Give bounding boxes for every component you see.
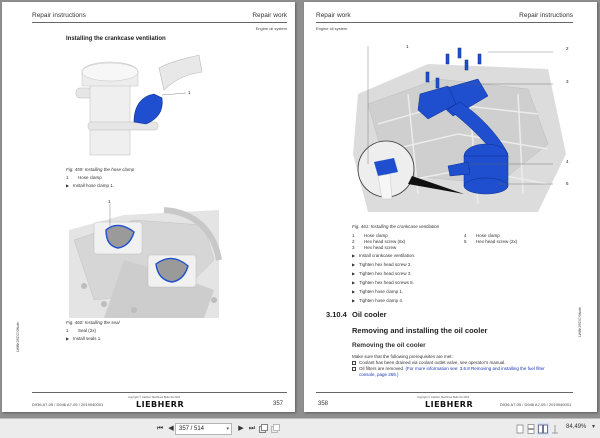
hose-clamp-figure bbox=[64, 50, 204, 160]
scroll-view-icon[interactable] bbox=[551, 424, 559, 434]
footer-divider bbox=[316, 392, 573, 393]
crankcase-ventilation-figure bbox=[348, 34, 568, 212]
instruction-step: ▶ Tighten hex head screw 3. bbox=[352, 271, 412, 276]
two-page-view-icon[interactable] bbox=[537, 423, 549, 435]
section-title: Installing the crankcase ventilation bbox=[66, 36, 166, 42]
legend-item: 5 Hex head screw (2x) bbox=[464, 239, 518, 244]
instruction-step: ▶ Tighten hex head screw 2. bbox=[352, 262, 412, 267]
fit-page-icon[interactable] bbox=[259, 424, 268, 433]
continuous-view-icon[interactable] bbox=[527, 424, 535, 434]
zoom-level[interactable]: 84,49% bbox=[566, 424, 587, 430]
prerequisites-intro: Make sure that the following prerequisites are met: bbox=[352, 354, 453, 359]
document-code: LWBK09Z47/0Note bbox=[16, 322, 20, 352]
subsection-title: Removing and installing the oil cooler bbox=[352, 326, 488, 335]
zoom-dropdown-icon[interactable]: ▾ bbox=[592, 424, 596, 430]
previous-page-button[interactable]: ◀ bbox=[168, 425, 174, 432]
arrow-icon: ▶ bbox=[352, 271, 356, 276]
arrow-icon: ▶ bbox=[352, 298, 356, 303]
footer-divider bbox=[32, 392, 287, 393]
instruction-step: ▶ Install crankcase ventilation. bbox=[352, 253, 416, 258]
arrow-icon: ▶ bbox=[352, 253, 356, 258]
last-page-button[interactable]: ⏭ bbox=[248, 425, 256, 432]
viewer-toolbar bbox=[0, 418, 600, 438]
footer-document-id: D936 A7-05 / D946 A7-05 / 2019040001 bbox=[32, 402, 104, 407]
legend-item: 3 Hex head screw bbox=[352, 245, 397, 250]
legend-item: 2 Hex head screw (6x) bbox=[352, 239, 406, 244]
checkbox-icon bbox=[352, 367, 356, 371]
liebherr-logo: LIEBHERR bbox=[425, 400, 474, 409]
footer-copyright: copyright © Liebherr Machines Bulle SA 2021 bbox=[128, 396, 181, 399]
cross-reference-link[interactable]: console, page 269.) bbox=[359, 372, 399, 377]
figure-caption: Fig. 460: Installing the seal bbox=[66, 320, 120, 325]
chevron-down-icon[interactable]: ▾ bbox=[226, 426, 229, 432]
footer-copyright: copyright © Liebherr Machines Bulle SA 2021 bbox=[417, 396, 470, 399]
page-number: 358 bbox=[318, 401, 329, 407]
callout-1: 1 bbox=[108, 199, 111, 204]
arrow-icon: ▶ bbox=[352, 280, 356, 285]
cross-reference-link[interactable]: (For more information see: 3.6.8 Removing and installing the fuel filter bbox=[405, 366, 545, 371]
header-left: Repair work bbox=[316, 12, 351, 19]
footer-document-id: D936 A7-05 / D946 A7-05 / 2019040001 bbox=[500, 402, 572, 407]
legend-item: 1 Hose clamp bbox=[352, 233, 388, 238]
document-code: LWBK09Z47/0Note bbox=[578, 307, 582, 337]
callout-1: 1 bbox=[406, 44, 409, 49]
prerequisite-item: Oil filters are removed. (For more information see: 3.6.8 Removing and installing the fuel filter bbox=[352, 366, 545, 371]
first-page-button[interactable]: ⏮ bbox=[156, 425, 164, 432]
copy-page-icon[interactable] bbox=[271, 424, 280, 433]
header-divider bbox=[316, 22, 573, 23]
callout-1: 1 bbox=[188, 90, 191, 95]
prerequisite-item: Coolant has been drained via coolant outlet valve, see operator's manual. bbox=[352, 360, 505, 365]
legend-item: 1 Seal (2x) bbox=[66, 328, 97, 333]
section-number: 3.10.4 bbox=[326, 310, 347, 319]
header-left: Repair instructions bbox=[32, 12, 86, 19]
header-subtitle: Engine oil system bbox=[255, 26, 287, 31]
arrow-icon: ▶ bbox=[66, 183, 70, 188]
header-subtitle: Engine oil system bbox=[316, 26, 348, 31]
page-358 bbox=[304, 2, 597, 412]
checkbox-icon bbox=[352, 361, 356, 365]
liebherr-logo: LIEBHERR bbox=[136, 400, 185, 409]
instruction-step: ▶ Tighten hose clamp 1. bbox=[352, 289, 404, 294]
arrow-icon: ▶ bbox=[66, 336, 70, 341]
subsubsection-title: Removing the oil cooler bbox=[352, 342, 426, 349]
callout-4: 4 bbox=[566, 159, 569, 164]
next-page-button[interactable]: ▶ bbox=[238, 425, 244, 432]
arrow-icon: ▶ bbox=[352, 289, 356, 294]
page-number-input[interactable]: 357 / 514 ▾ bbox=[175, 423, 232, 435]
callout-2: 2 bbox=[566, 46, 569, 51]
figure-caption: Fig. 459: Installing the hose clamp bbox=[66, 167, 135, 172]
header-right: Repair work bbox=[252, 12, 287, 19]
section-title: Oil cooler bbox=[352, 310, 387, 319]
header-divider bbox=[32, 22, 287, 23]
instruction-step: ▶ Tighten hose clamp 4. bbox=[352, 298, 404, 303]
page-357 bbox=[2, 2, 295, 412]
callout-5: 5 bbox=[566, 181, 569, 186]
page-number: 357 bbox=[272, 401, 283, 407]
callout-3: 3 bbox=[566, 79, 569, 84]
figure-caption: Fig. 461: Installing the crankcase ventilation bbox=[352, 224, 440, 229]
header-right: Repair instructions bbox=[519, 12, 573, 19]
legend-item: 4 Hose clamp bbox=[464, 233, 500, 238]
instruction-step: ▶ Tighten hex head screws 5. bbox=[352, 280, 414, 285]
legend-item: 1 Hose clamp bbox=[66, 175, 102, 180]
instruction-step: ▶ Install hose clamp 1. bbox=[66, 183, 115, 188]
single-page-view-icon[interactable] bbox=[516, 424, 524, 434]
arrow-icon: ▶ bbox=[352, 262, 356, 267]
seal-figure bbox=[64, 200, 224, 318]
instruction-step: ▶ Install seals 1. bbox=[66, 336, 102, 341]
